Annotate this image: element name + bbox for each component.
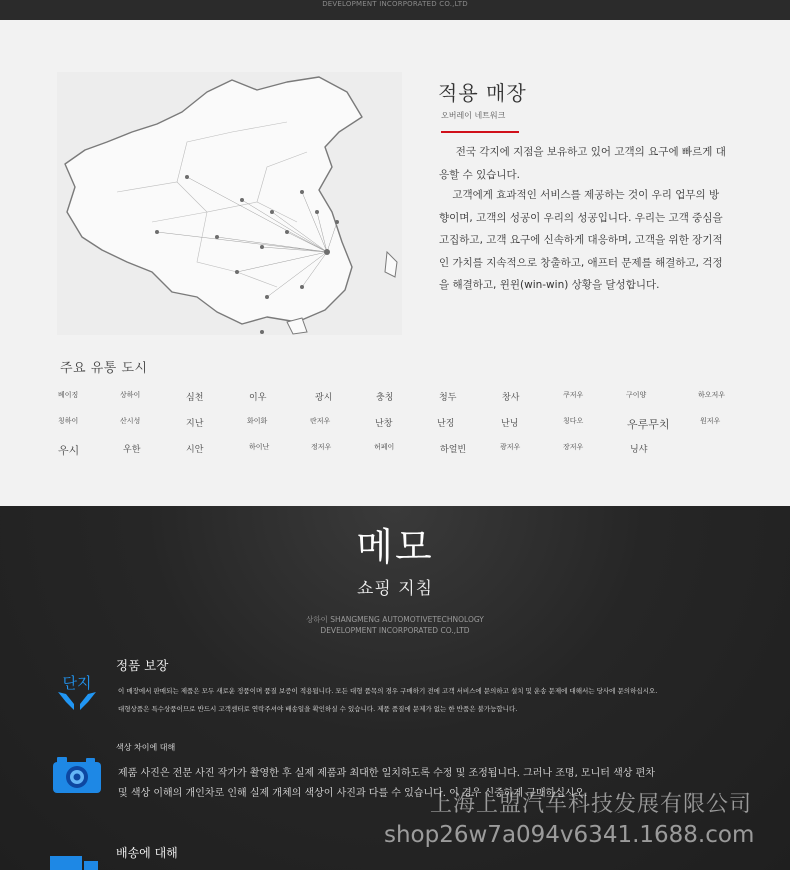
city-label: 정저우 [311,443,332,451]
city-label: 산시성 [120,417,141,425]
china-map [57,72,402,335]
city-label: 난창 [375,419,393,429]
city-label: 청두 [439,393,457,403]
city-label: 닝샤 [630,445,648,455]
city-label: 란저우 [310,417,331,425]
china-map-icon [57,72,402,335]
section-subtitle: 오버레이 네트워크 [441,111,506,120]
city-label: 충칭 [376,393,394,403]
city-label: 난징 [437,419,455,429]
company-name-en: 상하이 SHANGMENG AUTOMOTIVETECHNOLOGY DEVELOPMENT INCORPORATED CO.,LTD [306,615,484,635]
handshake-icon [54,668,100,714]
cities-title: 주요 유통 도시 [60,361,148,376]
city-label: 우시 [58,444,80,457]
intro-paragraph: 전국 각지에 지점을 보유하고 있어 고객의 요구에 빠르게 대응할 수 있습니다. [439,146,726,181]
city-row [58,442,738,468]
city-label: 광저우 [500,443,521,451]
item-title-shipping: 배송에 대해 [116,846,178,860]
svg-text:단지: 단지 [62,674,92,692]
item-title-genuine: 정품 보장 [116,658,169,673]
item-text: 대형상품은 특수상품이므로 반드시 고객센터로 연락주셔야 배송일을 확인하실 수 있습니다. 제품 품질에 문제가 없는 한 반품은 불가능합니다. [118,705,518,713]
city-label: 지난 [186,419,204,429]
section-title: 적용 매장 [438,81,527,105]
city-label: 장저우 [563,443,584,451]
item-text: 및 색상 이해의 개인차로 인해 실제 개체의 색상이 사진과 다를 수 있습니다. 이 경우 신중하게 구매하십시오. [118,788,588,799]
truck-icon [48,854,104,870]
city-label: 이우 [249,393,267,403]
watermark-url: shop26w7a094v6341.1688.com [384,822,755,848]
camera-icon [52,756,102,794]
city-label: 상하이 [120,391,141,399]
item-title-color: 색상 차이에 대해 [116,743,176,752]
item-text: 제품 사진은 전문 사진 작가가 촬영한 후 실제 제품과 최대한 일치하도록 수정 및 조정됩니다. 그러나 조명, 모니터 색상 편차 [118,768,655,779]
city-label: 난닝 [501,419,519,429]
city-label: 칭하이 [58,417,79,425]
city-label: 원저우 [700,417,721,425]
city-grid [58,390,738,468]
memo-subtitle: 쇼핑 지침 [356,579,434,599]
city-label: 허페이 [374,443,395,451]
city-label: 심천 [186,393,204,403]
city-label: 광시 [315,393,333,403]
accent-divider [441,131,519,133]
top-dark-strip [0,0,790,20]
memo-title: 메모 [356,525,434,569]
city-row [58,416,738,442]
city-label: 우한 [123,445,141,455]
city-label: 화이화 [247,417,268,425]
city-label: 하이난 [249,443,270,451]
item-text: 이 매장에서 판매되는 제품은 모두 새로운 정품이며 품질 보증이 적용됩니다. 모든 대형 품목의 경우 구매하기 전에 고객 서비스에 문의하고 설치 및 운송 문제에 대해서는 당사에 문의하십시오. [118,687,658,695]
city-label: 칭다오 [563,417,584,425]
memo-section [0,506,790,870]
city-label: 하오저우 [698,391,726,399]
city-label: 구이양 [626,391,647,399]
service-paragraph: 고객에게 효과적인 서비스를 제공하는 것이 우리 업무의 방향이며, 고객의 성공이 우리의 성공입니다. 우리는 고객 중심을 고집하고, 고객 요구에 신속하게 대응하며, 고객을 위한 장기적인 가치를 지속적으로 창출하고, 애프터 문제를 해결하고, 걱정을 해결하고, 윈윈(win-win) 상황을 달성합니다. [439,189,723,291]
city-label: 시안 [186,445,204,455]
city-row [58,390,738,416]
watermark-company: 上海上盟汽车科技发展有限公司 [430,792,753,817]
city-label: 베이징 [58,391,79,399]
city-label: 우루무치 [627,418,670,431]
city-label: 하얼빈 [440,445,467,455]
city-label: 창사 [502,393,520,403]
top-caption: DEVELOPMENT INCORPORATED CO.,LTD [322,0,468,8]
city-label: 쿠저우 [563,391,584,399]
